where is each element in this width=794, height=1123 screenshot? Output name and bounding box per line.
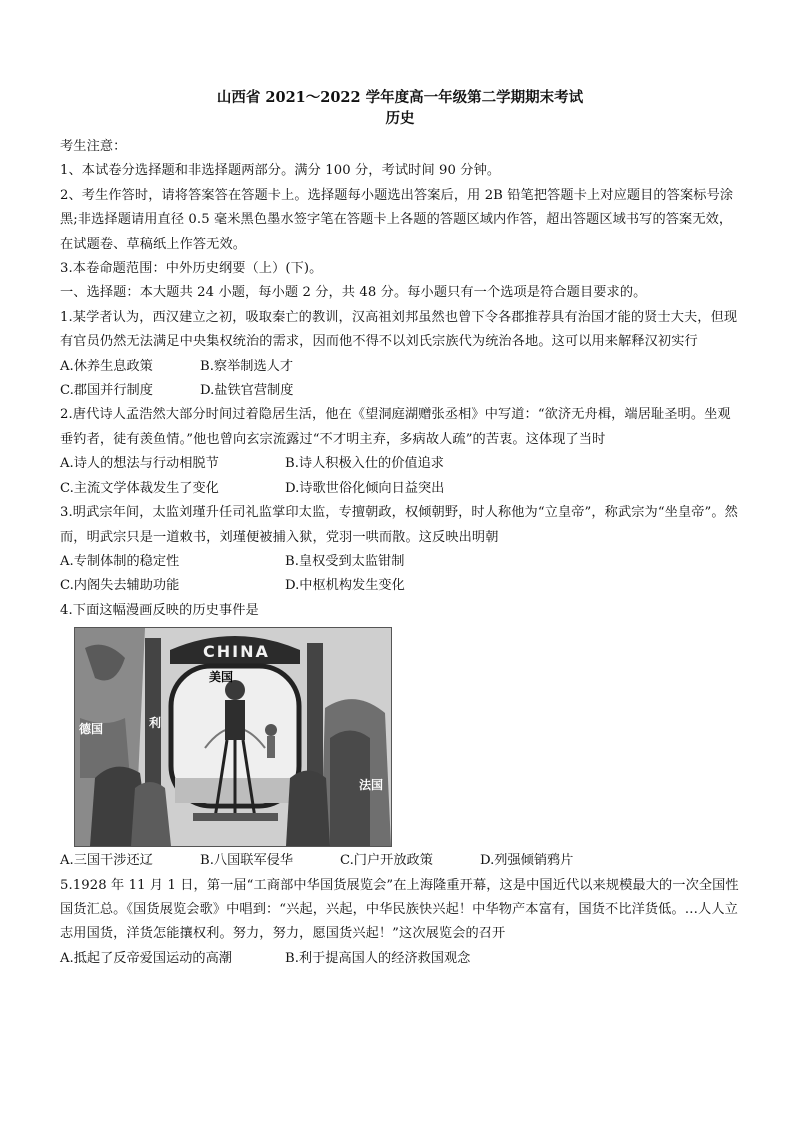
cartoon-label-usa: 美国 bbox=[209, 670, 234, 685]
cartoon-label-li: 利 bbox=[149, 716, 162, 731]
option: C.郡国并行制度 bbox=[60, 383, 153, 399]
option: B.利于提高国人的经济救国观念 bbox=[285, 950, 471, 966]
question-options bbox=[60, 477, 740, 501]
option: A.专制体制的稳定性 bbox=[60, 553, 180, 569]
option: C.内阁失去辅助功能 bbox=[60, 578, 180, 594]
cartoon-label-germany: 德国 bbox=[79, 722, 104, 737]
question-stem: 4.下面这幅漫画反映的历史事件是 bbox=[60, 602, 259, 618]
question-options bbox=[60, 550, 740, 574]
exam-page bbox=[60, 88, 740, 971]
notice-item: 3.本卷命题范围：中外历史纲要（上）(下)。 bbox=[60, 261, 323, 277]
section-heading: 一、选择题：本大题共 24 小题，每小题 2 分，共 48 分。每小题只有一个选项是符合题目要求的。 bbox=[60, 285, 647, 301]
option: D.列强倾销鸦片 bbox=[480, 853, 574, 869]
question-stem: 1.某学者认为，西汉建立之初，吸取秦亡的教训，汉高祖刘邦虽然也曾下令各郡推荐具有治国才能的贤士大夫，但现有官员仍然无法满足中央集权统治的需求，因而他不得不以刘氏宗族代为统治各地。这可以用来解释汉初实行 bbox=[60, 309, 738, 350]
question-options bbox=[60, 452, 740, 476]
question-stem: 5.1928 年 11 月 1 日，第一届“工商部中华国货展览会”在上海隆重开幕，这是中国近代以来规模最大的一次全国性国货汇总。《国货展览会歌》中唱到：“兴起，兴起，中华民族快兴起！中华物产本富有，国货不比洋货低。…人人立志用国货，洋货怎能攘权利。努力，努力，愿国货兴起！”这次展览会的召开 bbox=[60, 877, 739, 942]
notice-item: 2、考生作答时，请将答案答在答题卡上。选择题每小题选出答案后，用 2B 铅笔把答题卡上对应题目的答案标号涂黑;非选择题请用直径 0.5 毫米黑色墨水签字笔在答题卡上各题的答题区域内作答，超出答题区域书写的答案无效，在试题卷、草稿纸上作答无效。 bbox=[60, 187, 734, 252]
history-cartoon-image bbox=[74, 627, 392, 847]
notice-heading: 考生注意： bbox=[60, 139, 127, 154]
question-stem: 3.明武宗年间，太监刘瑾升任司礼监掌印太监，专擅朝政，权倾朝野，时人称他为“立皇帝”，称武宗为“坐皇帝”。然而，明武宗只是一道敕书，刘瑾便被捕入狱，党羽一哄而散。这反映出明朝 bbox=[60, 505, 738, 545]
option: D.中枢机构发生变化 bbox=[285, 578, 405, 594]
question-options bbox=[60, 355, 740, 379]
exam-title: 山西省 2021～2022 学年度高一年级第二学期期末考试 bbox=[216, 89, 584, 106]
option: B.皇权受到太监钳制 bbox=[285, 553, 405, 569]
question-options bbox=[60, 574, 740, 598]
question-options bbox=[60, 849, 740, 873]
option: B.诗人积极入仕的价值追求 bbox=[285, 456, 444, 472]
option: C.门户开放政策 bbox=[340, 853, 433, 869]
option: D.盐铁官营制度 bbox=[200, 383, 294, 399]
option: B.察举制选人才 bbox=[200, 358, 294, 374]
cartoon-label-france: 法国 bbox=[359, 778, 384, 793]
option: A.休养生息政策 bbox=[60, 358, 153, 374]
notice-item: 1、本试卷分选择题和非选择题两部分。满分 100 分，考试时间 90 分钟。 bbox=[60, 163, 501, 179]
question-options bbox=[60, 947, 740, 971]
option: A.三国干涉还辽 bbox=[60, 853, 153, 869]
question-options bbox=[60, 379, 740, 403]
option: A.抵起了反帝爱国运动的高潮 bbox=[60, 950, 232, 966]
option: A.诗人的想法与行动相脱节 bbox=[60, 456, 219, 472]
cartoon-label-china: CHINA bbox=[203, 642, 270, 662]
option: B.八国联军侵华 bbox=[200, 853, 294, 869]
question-stem: 2.唐代诗人孟浩然大部分时间过着隐居生活，他在《望洞庭湖赠张丞相》中写道：“欲济无舟楫，端居耻圣明。坐观垂钓者，徒有羡鱼情。”他也曾向玄宗流露过“不才明主弃，多病故人疏”的苦衷。这体现了当时 bbox=[60, 407, 731, 447]
option: D.诗歌世俗化倾向日益突出 bbox=[285, 480, 445, 496]
option: C.主流文学体裁发生了变化 bbox=[60, 480, 219, 496]
exam-subject: 历史 bbox=[385, 110, 415, 127]
